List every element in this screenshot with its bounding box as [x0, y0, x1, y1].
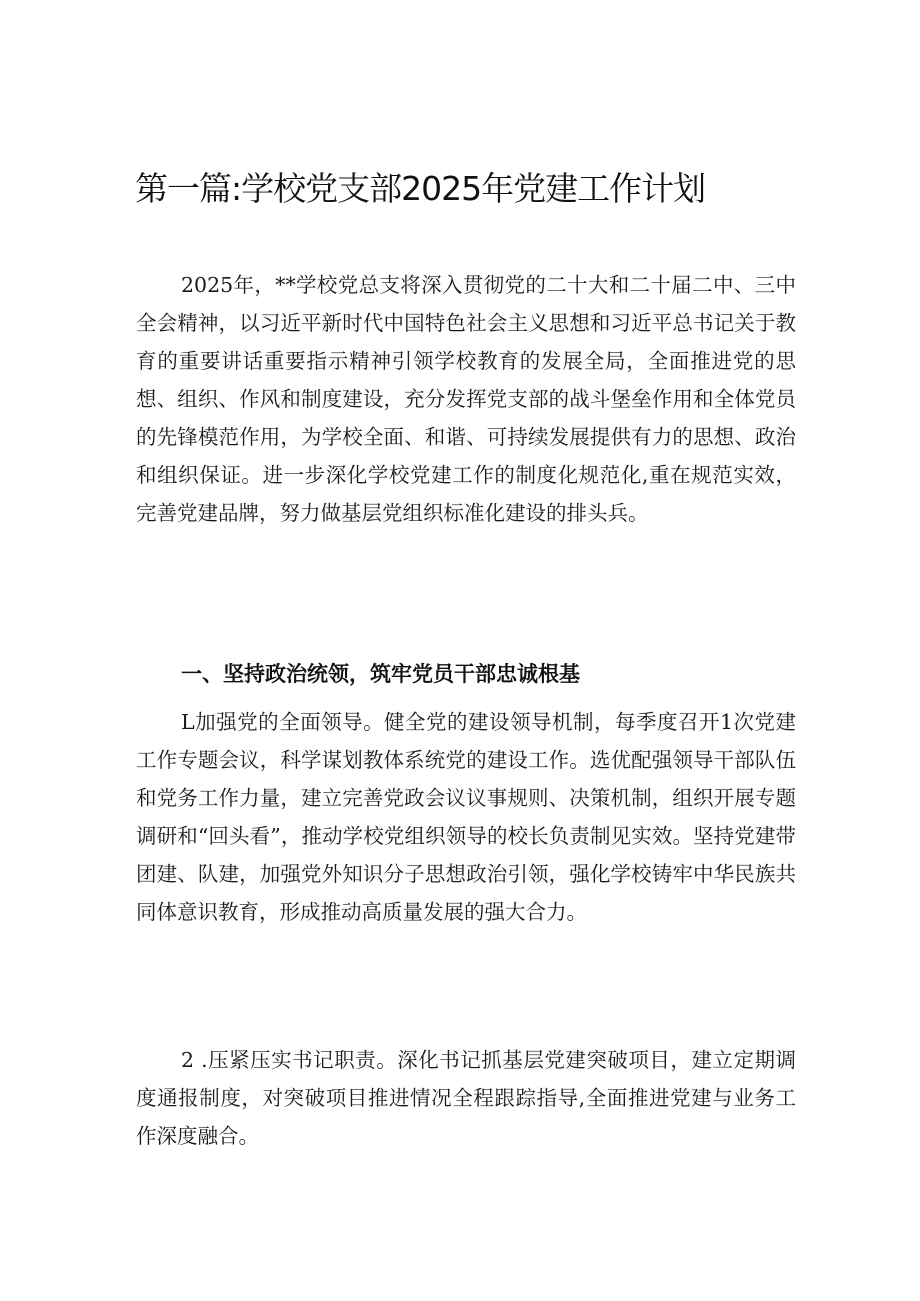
list-item-2-paragraph: 2 .压紧压实书记职责。深化书记抓基层党建突破项目，建立定期调度通报制度，对突破项目推进情况全程跟踪指导,全面推进党建与业务工作深度融合。 [136, 1048, 796, 1148]
intro-paragraph: 2025年，**学校党总支将深入贯彻党的二十大和二十届二中、三中全会精神，以习近平新时代中国特色社会主义思想和习近平总书记关于教育的重要讲话重要指示精神引领学校教育的发展全局，全面推进党的思想、组织、作风和制度建设，充分发挥党支部的战斗堡垒作用和全体党员的先锋模范作用，为学校全面、和谐、可持续发展提供有力的思想、政治和组织保证。进一步深化学校党建工作的制度化规范化,重在规范实效，完善党建品牌，努力做基层党组织标准化建设的排头兵。 [136, 273, 796, 525]
document-title: 第一篇:学校党支部2025年党建工作计划 [135, 169, 706, 208]
section-heading-1: 一、坚持政治统领，筑牢党员干部忠诚根基 [181, 662, 580, 686]
list-item-1-paragraph: L加强党的全面领导。健全党的建设领导机制，每季度召开1次党建工作专题会议，科学谋划教体系统党的建设工作。选优配强领导干部队伍和党务工作力量，建立完善党政会议议事规则、决策机制，组织开展专题调研和“回头看”，推动学校党组织领导的校长负责制见实效。坚持党建带团建、队建，加强党外知识分子思想政治引领，强化学校铸牢中华民族共同体意识教育，形成推动高质量发展的强大合力。 [136, 710, 796, 924]
